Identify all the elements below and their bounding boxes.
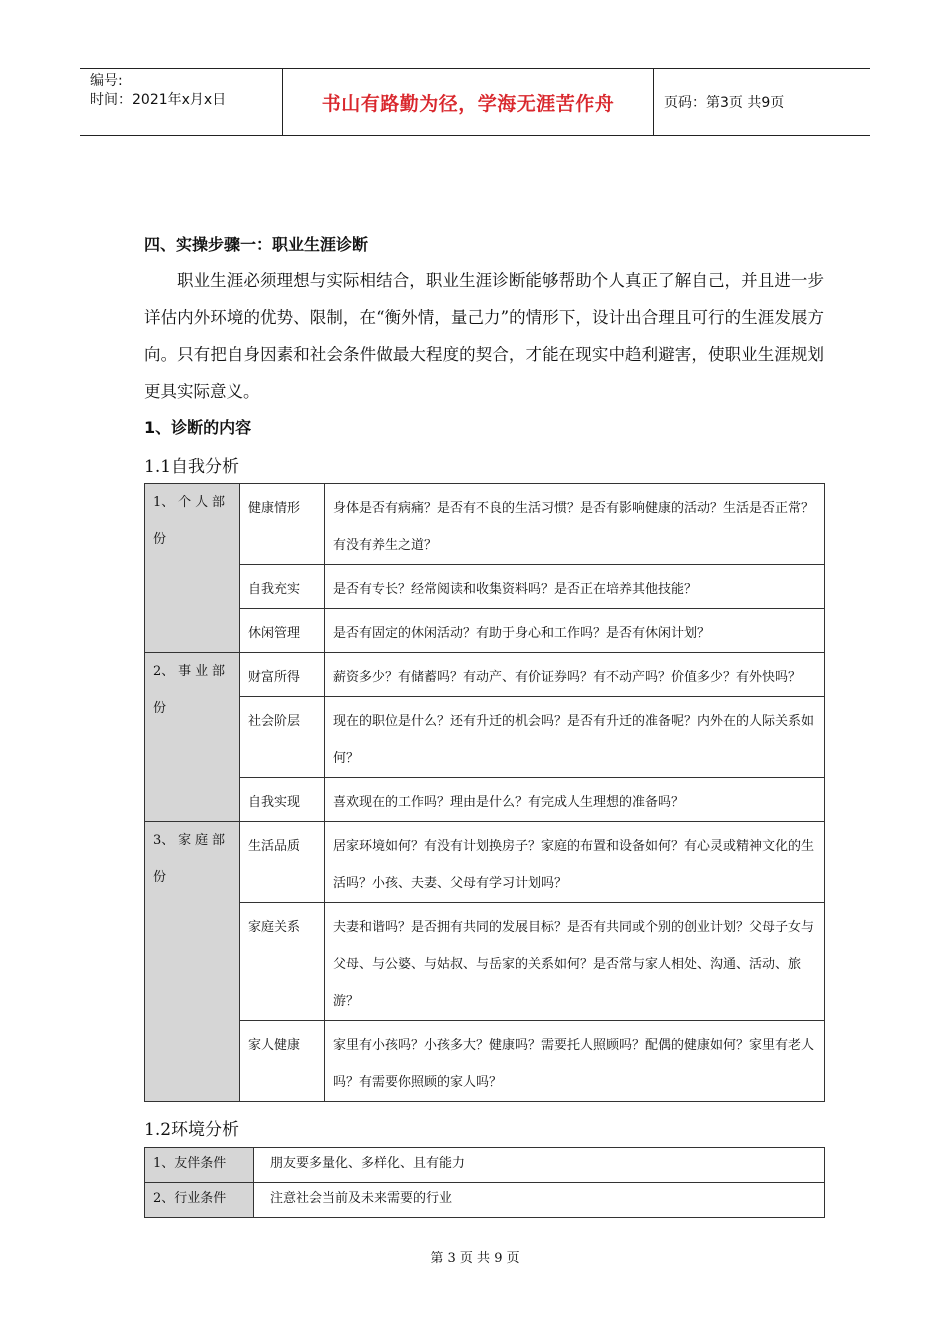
table-row: [145, 697, 825, 778]
item-cell: 生活品质: [240, 822, 325, 903]
description-cell: 喜欢现在的工作吗？理由是什么？有完成人生理想的准备吗？: [325, 778, 825, 822]
diagnosis-subtitle: 1、诊断的内容: [144, 418, 252, 437]
table-row: [145, 778, 825, 822]
category-tail: 份: [153, 532, 167, 547]
page-footer: 第 3 页 共 9 页: [430, 1251, 520, 1266]
category-char: 事: [178, 664, 192, 679]
page-header: [80, 68, 870, 136]
item-cell: 自我实现: [240, 778, 325, 822]
item-cell: 健康情形: [240, 484, 325, 565]
category-head: [153, 822, 225, 859]
table-row: [145, 903, 825, 1021]
category-char: 个: [178, 495, 192, 510]
env-description-cell: 朋友要多量化、多样化、且有能力: [254, 1148, 825, 1183]
category-cell: [145, 653, 240, 822]
table-row: [145, 565, 825, 609]
category-char: 部: [211, 664, 225, 679]
header-page-label: 页码：第3页 共9页: [664, 95, 785, 111]
item-cell: 休闲管理: [240, 609, 325, 653]
header-motto: 书山有路勤为径，学海无涯苦作舟: [282, 69, 654, 135]
description-cell: 是否有固定的休闲活动？有助于身心和工作吗？是否有休闲计划？: [325, 609, 825, 653]
env-item-cell: 2、行业条件: [145, 1183, 254, 1218]
item-cell: 社会阶层: [240, 697, 325, 778]
item-cell: 财富所得: [240, 653, 325, 697]
item-cell: 家人健康: [240, 1021, 325, 1102]
table-row: [145, 653, 825, 697]
env-description-cell: 注意社会当前及未来需要的行业: [254, 1183, 825, 1218]
category-char: 部: [211, 495, 225, 510]
table-row: [145, 609, 825, 653]
header-meta: [80, 69, 282, 135]
doc-date-label: 时间：2021年x月x日: [90, 92, 227, 108]
section-title: 四、实操步骤一：职业生涯诊断: [144, 235, 369, 254]
item-cell: 自我充实: [240, 565, 325, 609]
category-char: 2、: [153, 664, 175, 679]
description-cell: 现在的职位是什么？还有升迁的机会吗？是否有升迁的准备呢？内外在的人际关系如何？: [325, 697, 825, 778]
category-head: [153, 484, 225, 521]
description-cell: 居家环境如何？有没有计划换房子？家庭的布置和设备如何？有心灵或精神文化的生活吗？小孩、夫妻、父母有学习计划吗？: [325, 822, 825, 903]
category-char: 1、: [153, 495, 175, 510]
table-row: [145, 822, 825, 903]
table-row: [145, 1183, 825, 1218]
category-char: 3、: [153, 833, 175, 848]
table-row: [145, 1148, 825, 1183]
environment-analysis-title: 1.2环境分析: [144, 1120, 240, 1140]
category-head: [153, 653, 225, 690]
category-char: 部: [211, 833, 225, 848]
category-char: 庭: [195, 833, 209, 848]
description-cell: 是否有专长？经常阅读和收集资料吗？是否正在培养其他技能？: [325, 565, 825, 609]
environment-analysis-table: [144, 1147, 825, 1218]
description-cell: 薪资多少？有储蓄吗？有动产、有价证券吗？有不动产吗？价值多少？有外快吗？: [325, 653, 825, 697]
description-cell: 身体是否有病痛？是否有不良的生活习惯？是否有影响健康的活动？生活是否正常？有没有养生之道？: [325, 484, 825, 565]
category-char: 业: [195, 664, 209, 679]
item-cell: 家庭关系: [240, 903, 325, 1021]
description-cell: 家里有小孩吗？小孩多大？健康吗？需要托人照顾吗？配偶的健康如何？家里有老人吗？有需要你照顾的家人吗？: [325, 1021, 825, 1102]
category-cell: [145, 822, 240, 1102]
section-paragraph: 职业生涯必须理想与实际相结合，职业生涯诊断能够帮助个人真正了解自己，并且进一步详估内外环境的优势、限制，在“衡外情，量己力”的情形下，设计出合理且可行的生涯发展方向。只有把自身因素和社会条件做最大程度的契合，才能在现实中趋利避害，使职业生涯规划更具实际意义。: [144, 271, 824, 401]
category-char: 人: [195, 495, 209, 510]
description-cell: 夫妻和谐吗？是否拥有共同的发展目标？是否有共同或个别的创业计划？父母子女与父母、与公婆、与姑叔、与岳家的关系如何？是否常与家人相处、沟通、活动、旅游？: [325, 903, 825, 1021]
category-char: 家: [178, 833, 192, 848]
table-row: [145, 1021, 825, 1102]
doc-number-label: 编号:: [90, 73, 123, 89]
self-analysis-title: 1.1自我分析: [144, 457, 240, 477]
category-tail: 份: [153, 701, 167, 716]
self-analysis-table: [144, 483, 825, 1102]
category-cell: [145, 484, 240, 653]
category-tail: 份: [153, 870, 167, 885]
table-row: [145, 484, 825, 565]
env-item-cell: 1、友伴条件: [145, 1148, 254, 1183]
